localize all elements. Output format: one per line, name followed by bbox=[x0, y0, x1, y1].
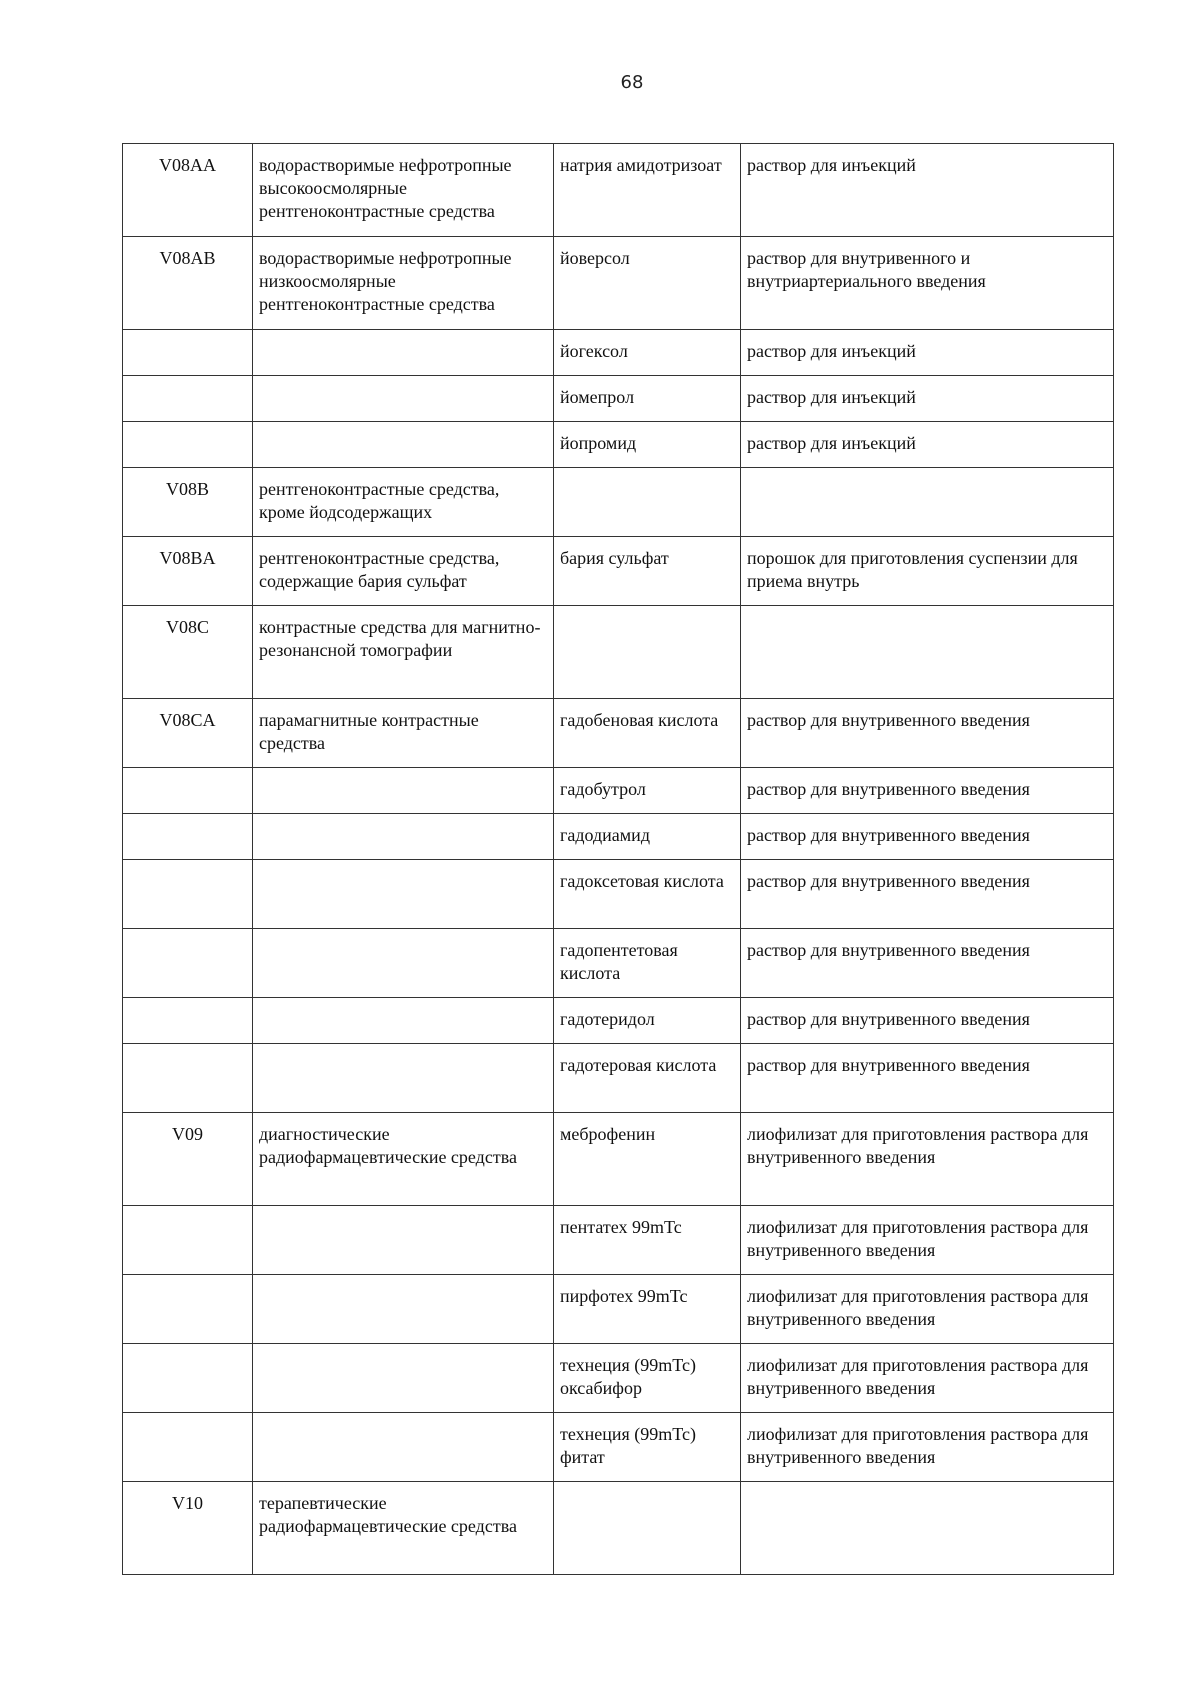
dosage-form-cell: раствор для инъекций bbox=[741, 422, 1114, 468]
table-row bbox=[123, 929, 1114, 998]
substance-cell: меброфенин bbox=[554, 1113, 741, 1206]
group-name-cell bbox=[253, 1206, 554, 1275]
substance-cell: гадотеридол bbox=[554, 998, 741, 1044]
atc-code-cell bbox=[123, 860, 253, 929]
table-row bbox=[123, 606, 1114, 699]
substance-cell: технеция (99mTc) фитат bbox=[554, 1413, 741, 1482]
table-row bbox=[123, 144, 1114, 237]
group-name-cell bbox=[253, 998, 554, 1044]
table-row bbox=[123, 1344, 1114, 1413]
dosage-form-cell: раствор для внутривенного и внутриартериального введения bbox=[741, 237, 1114, 330]
atc-code-cell bbox=[123, 998, 253, 1044]
atc-code-cell bbox=[123, 768, 253, 814]
dosage-form-cell bbox=[741, 468, 1114, 537]
table-row bbox=[123, 468, 1114, 537]
substance-cell: йогексол bbox=[554, 330, 741, 376]
atc-code-cell: V10 bbox=[123, 1482, 253, 1575]
table-row bbox=[123, 1413, 1114, 1482]
dosage-form-cell: раствор для внутривенного введения bbox=[741, 860, 1114, 929]
group-name-cell bbox=[253, 860, 554, 929]
substance-cell: пентатех 99mTc bbox=[554, 1206, 741, 1275]
table-row bbox=[123, 768, 1114, 814]
dosage-form-cell bbox=[741, 606, 1114, 699]
substance-cell: технеция (99mTc) оксабифор bbox=[554, 1344, 741, 1413]
group-name-cell bbox=[253, 1044, 554, 1113]
substance-cell: йопромид bbox=[554, 422, 741, 468]
group-name-cell bbox=[253, 929, 554, 998]
group-name-cell: парамагнитные контрастные средства bbox=[253, 699, 554, 768]
substance-cell: йомепрол bbox=[554, 376, 741, 422]
group-name-cell: рентгеноконтрастные средства, содержащие бария сульфат bbox=[253, 537, 554, 606]
substance-cell: гадоксетовая кислота bbox=[554, 860, 741, 929]
substance-cell: гадобеновая кислота bbox=[554, 699, 741, 768]
group-name-cell bbox=[253, 330, 554, 376]
page-number: 68 bbox=[620, 72, 644, 93]
table-row bbox=[123, 1206, 1114, 1275]
dosage-form-cell: раствор для инъекций bbox=[741, 144, 1114, 237]
substance-cell: бария сульфат bbox=[554, 537, 741, 606]
substance-cell: пирфотех 99mTc bbox=[554, 1275, 741, 1344]
atc-code-cell: V09 bbox=[123, 1113, 253, 1206]
atc-code-cell: V08AB bbox=[123, 237, 253, 330]
dosage-form-cell: раствор для внутривенного введения bbox=[741, 768, 1114, 814]
atc-code-cell bbox=[123, 1344, 253, 1413]
dosage-form-cell: раствор для инъекций bbox=[741, 330, 1114, 376]
dosage-form-cell: лиофилизат для приготовления раствора для внутривенного введения bbox=[741, 1206, 1114, 1275]
group-name-cell: терапевтические радиофармацевтические средства bbox=[253, 1482, 554, 1575]
substance-cell: натрия амидотризоат bbox=[554, 144, 741, 237]
dosage-form-cell: раствор для внутривенного введения bbox=[741, 814, 1114, 860]
atc-code-cell bbox=[123, 929, 253, 998]
atc-code-cell bbox=[123, 1275, 253, 1344]
atc-code-cell bbox=[123, 1206, 253, 1275]
substance-cell: гадобутрол bbox=[554, 768, 741, 814]
dosage-form-cell: лиофилизат для приготовления раствора для внутривенного введения bbox=[741, 1113, 1114, 1206]
drug-table bbox=[122, 143, 1114, 1575]
group-name-cell bbox=[253, 422, 554, 468]
table-row bbox=[123, 237, 1114, 330]
atc-code-cell bbox=[123, 1044, 253, 1113]
table-row bbox=[123, 814, 1114, 860]
table-row bbox=[123, 537, 1114, 606]
atc-code-cell bbox=[123, 422, 253, 468]
atc-code-cell bbox=[123, 814, 253, 860]
group-name-cell: рентгеноконтрастные средства, кроме йодсодержащих bbox=[253, 468, 554, 537]
group-name-cell bbox=[253, 1275, 554, 1344]
dosage-form-cell: раствор для внутривенного введения bbox=[741, 699, 1114, 768]
atc-code-cell bbox=[123, 376, 253, 422]
group-name-cell bbox=[253, 1413, 554, 1482]
table-row bbox=[123, 422, 1114, 468]
atc-code-cell: V08CA bbox=[123, 699, 253, 768]
group-name-cell bbox=[253, 768, 554, 814]
dosage-form-cell: лиофилизат для приготовления раствора для внутривенного введения bbox=[741, 1344, 1114, 1413]
group-name-cell: водорастворимые нефротропные низкоосмолярные рентгеноконтрастные средства bbox=[253, 237, 554, 330]
group-name-cell bbox=[253, 814, 554, 860]
atc-code-cell bbox=[123, 330, 253, 376]
substance-cell: йоверсол bbox=[554, 237, 741, 330]
group-name-cell: контрастные средства для магнитно-резонансной томографии bbox=[253, 606, 554, 699]
substance-cell: гадотеровая кислота bbox=[554, 1044, 741, 1113]
dosage-form-cell bbox=[741, 1482, 1114, 1575]
atc-code-cell bbox=[123, 1413, 253, 1482]
substance-cell bbox=[554, 1482, 741, 1575]
dosage-form-cell: лиофилизат для приготовления раствора для внутривенного введения bbox=[741, 1413, 1114, 1482]
dosage-form-cell: раствор для внутривенного введения bbox=[741, 998, 1114, 1044]
group-name-cell bbox=[253, 1344, 554, 1413]
table-row bbox=[123, 699, 1114, 768]
dosage-form-cell: раствор для внутривенного введения bbox=[741, 929, 1114, 998]
atc-code-cell: V08C bbox=[123, 606, 253, 699]
table-body bbox=[123, 144, 1114, 1575]
substance-cell bbox=[554, 606, 741, 699]
substance-cell: гадопентетовая кислота bbox=[554, 929, 741, 998]
atc-code-cell: V08BA bbox=[123, 537, 253, 606]
group-name-cell: диагностические радиофармацевтические средства bbox=[253, 1113, 554, 1206]
dosage-form-cell: раствор для внутривенного введения bbox=[741, 1044, 1114, 1113]
substance-cell bbox=[554, 468, 741, 537]
dosage-form-cell: лиофилизат для приготовления раствора для внутривенного введения bbox=[741, 1275, 1114, 1344]
table-row bbox=[123, 860, 1114, 929]
group-name-cell: водорастворимые нефротропные высокоосмолярные рентгеноконтрастные средства bbox=[253, 144, 554, 237]
table-row bbox=[123, 376, 1114, 422]
dosage-form-cell: раствор для инъекций bbox=[741, 376, 1114, 422]
table-row bbox=[123, 1044, 1114, 1113]
atc-code-cell: V08B bbox=[123, 468, 253, 537]
table-row bbox=[123, 1113, 1114, 1206]
table-row bbox=[123, 1275, 1114, 1344]
substance-cell: гадодиамид bbox=[554, 814, 741, 860]
atc-code-cell: V08AA bbox=[123, 144, 253, 237]
table-row bbox=[123, 330, 1114, 376]
group-name-cell bbox=[253, 376, 554, 422]
table-row bbox=[123, 1482, 1114, 1575]
dosage-form-cell: порошок для приготовления суспензии для приема внутрь bbox=[741, 537, 1114, 606]
table-row bbox=[123, 998, 1114, 1044]
